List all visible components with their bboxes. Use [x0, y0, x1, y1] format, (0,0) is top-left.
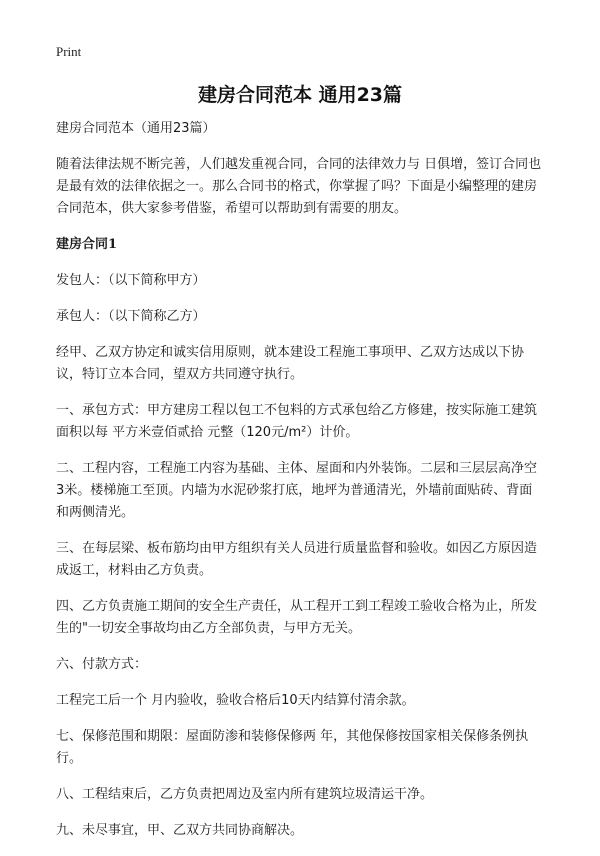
- print-label: Print: [56, 44, 82, 59]
- paragraph-clause-9: 九、未尽事宜，甲、乙双方共同协商解决。: [56, 823, 304, 838]
- paragraph-payment: 工程完工后一个 月内验收，验收合格后10天内结算付清余款。: [56, 693, 415, 708]
- paragraph-clause-1: 一、承包方式：甲方建房工程以包工不包料的方式承包给乙方修建，按实际施工建筑面积以每 平方米壹佰贰拾 元整（120元/m²）计价。: [56, 403, 538, 440]
- paragraph-party-b: 承包人：（以下简称乙方）: [56, 309, 206, 324]
- intro-paragraph: 随着法律法规不断完善，人们越发重视合同，合同的法律效力与 日俱增，签订合同也是最有效的法律依据之一。那么合同书的格式，你掌握了吗？下面是小编整理的建房合同范本，供大家参考借鉴，希望可以帮助到有需要的朋友。: [56, 157, 542, 216]
- paragraph-party-a: 发包人：（以下简称甲方）: [56, 273, 206, 288]
- paragraph-clause-6: 六、付款方式：: [56, 657, 148, 672]
- paragraph-clause-7: 七、保修范围和期限：屋面防渗和装修保修两 年，其他保修按国家相关保修条例执行。: [56, 729, 529, 766]
- document-title: 建房合同范本 通用23篇: [197, 84, 403, 106]
- document-subtitle: 建房合同范本（通用23篇）: [56, 121, 216, 136]
- paragraph-preamble: 经甲、乙双方协定和诚实信用原则，就本建设工程施工事项甲、乙双方达成以下协议，特订立本合同，望双方共同遵守执行。: [56, 345, 525, 382]
- section-heading: 建房合同1: [56, 237, 118, 252]
- paragraph-clause-2: 二、工程内容，工程施工内容为基础、主体、屋面和内外装饰。二层和三层层高净空3米。楼梯施工至顶。内墙为水泥砂浆打底，地坪为普通清光，外墙前面贴砖、背面和两侧清光。: [56, 461, 538, 520]
- paragraph-clause-3: 三、在每层梁、板布筋均由甲方组织有关人员进行质量监督和验收。如因乙方原因造成返工，材料由乙方负责。: [56, 541, 538, 578]
- document-body: [56, 118, 544, 856]
- paragraph-clause-4: 四、乙方负责施工期间的安全生产责任，从工程开工到工程竣工验收合格为止，所发生的"一切安全事故均由乙方全部负责，与甲方无关。: [56, 599, 538, 636]
- paragraph-clause-8: 八、工程结束后，乙方负责把周边及室内所有建筑垃圾清运干净。: [56, 787, 434, 802]
